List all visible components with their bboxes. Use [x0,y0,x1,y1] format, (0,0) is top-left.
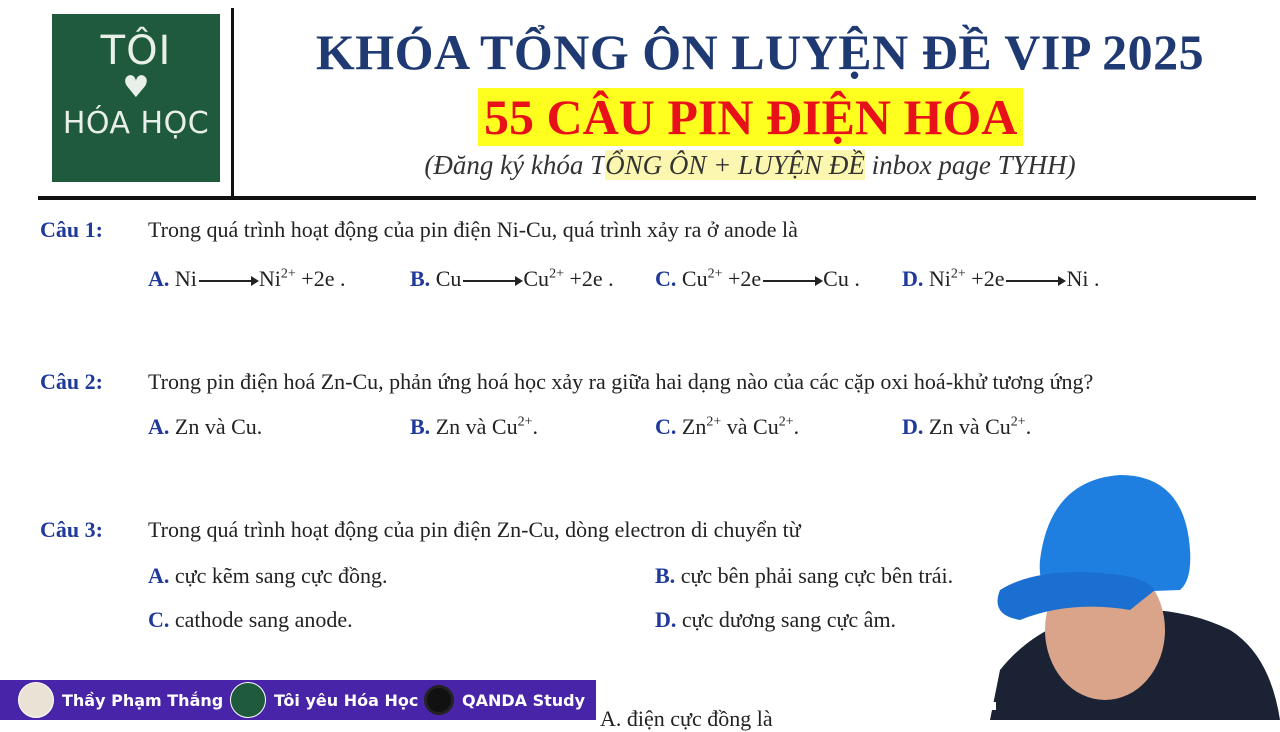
avatar [18,682,54,718]
cutoff-text: A. điện cực đồng là [600,706,773,731]
option-c: C. $Cu^{2+} +2e$ Cu . [655,266,860,291]
question-text: Trong quá trình hoạt động của pin điện Zn-Cu, dòng electron di chuyển từ [148,517,801,542]
header-divider-horizontal [38,196,1256,200]
option-b: B. Zn và $Cu^{2+}$. [410,414,538,439]
option-d: D. cực dương sang cực âm. [655,607,897,632]
question-number: Câu 2: [40,369,103,394]
option-c: C. cathode sang anode. [148,607,353,632]
option-b: B. Cu $Cu^{2+} +2e$ . [410,266,614,291]
note-highlight: ỔNG ÔN + LUYỆN ĐỀ [605,150,865,180]
option-a: A. Ni $Ni^{2+} +2e$ . [148,266,346,291]
option-c: C. $Zn^{2+}$ và $Cu^{2+}$. [655,414,800,439]
header-divider-vertical [231,8,234,196]
option-d: D. $Ni^{2+} +2e$ Ni . [902,266,1100,291]
option-a: A. cực kẽm sang cực đồng. [148,563,388,588]
page-subtitle: 55 CÂU PIN ĐIỆN HÓA [478,88,1023,146]
logo-line1: TÔI [100,28,172,74]
page-logo-icon [230,682,266,718]
footer-page[interactable]: Tôi yêu Hóa Học [230,680,418,720]
logo-line2: HÓA HỌC [62,106,210,141]
question-number: Câu 3: [40,517,103,542]
webcam-person [980,470,1280,720]
qanda-icon [424,685,454,715]
option-a: A. Zn và Cu. [148,414,263,439]
question-text: Trong quá trình hoạt động của pin điện Ni-Cu, quá trình xảy ra ở anode là [148,217,798,242]
logo [52,14,220,182]
question-number: Câu 1: [40,217,103,242]
heart-icon: ♥ [122,70,150,105]
option-b: B. cực bên phải sang cực bên trái. [655,563,954,588]
footer-qanda[interactable]: QANDA Study [424,680,585,720]
page-title: KHÓA TỔNG ÔN LUYỆN ĐỀ VIP 2025 [315,24,1205,80]
footer-teacher[interactable]: Thầy Phạm Thắng [18,680,223,720]
footer-bar [0,680,596,720]
registration-note: (Đăng ký khóa TỔNG ÔN + LUYỆN ĐỀ inbox page TYHH) [424,150,1076,180]
option-d: D. Zn và $Cu^{2+}$. [902,414,1032,439]
question-text: Trong pin điện hoá Zn-Cu, phản ứng hoá học xảy ra giữa hai dạng nào của các cặp oxi hoá-khử tương ứng? [148,369,1094,394]
